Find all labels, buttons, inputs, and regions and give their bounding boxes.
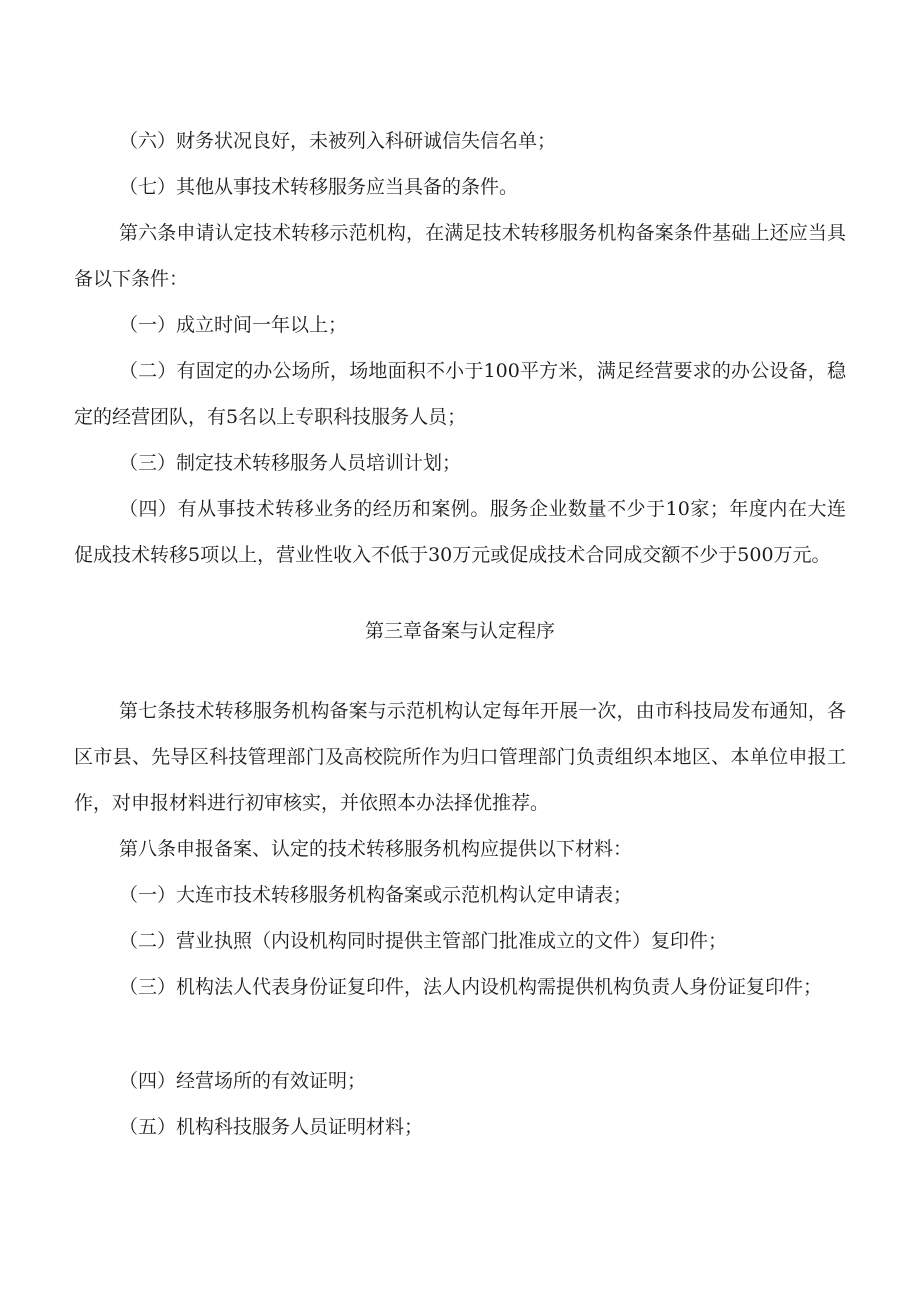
paragraph-item-7: （七）其他从事技术转移服务应当具备的条件。 [119, 176, 519, 198]
paragraph-article-6: 第六条申请认定技术转移示范机构，在满足技术转移服务机构备案条件基础上还应当具备以下条件： [74, 222, 846, 290]
paragraph-item-3: （三）制定技术转移服务人员培训计划； [119, 452, 462, 474]
paragraph-material-2: （二）营业执照（内设机构同时提供主管部门批准成立的文件）复印件； [119, 930, 728, 952]
chapter-heading: 第三章备案与认定程序 [364, 620, 555, 642]
paragraph-article-7: 第七条技术转移服务机构备案与示范机构认定每年开展一次，由市科技局发布通知，各区市县、先导区科技管理部门及高校院所作为归口管理部门负责组织本地区、本单位申报工作，对申报材料进行初审核实，并依照本办法择优推荐。 [74, 700, 846, 814]
paragraph-item-1: （一）成立时间一年以上； [119, 314, 348, 336]
paragraph-material-5: （五）机构科技服务人员证明材料； [119, 1116, 424, 1138]
paragraph-material-1: （一）大连市技术转移服务机构备案或示范机构认定申请表； [119, 884, 633, 906]
paragraph-article-8: 第八条申报备案、认定的技术转移服务机构应提供以下材料： [119, 838, 633, 860]
paragraph-item-6: （六）财务状况良好，未被列入科研诚信失信名单； [119, 130, 557, 152]
paragraph-item-2: （二）有固定的办公场所，场地面积不小于100平方米，满足经营要求的办公设备，稳定的经营团队，有5名以上专职科技服务人员； [74, 360, 846, 428]
paragraph-material-4: （四）经营场所的有效证明； [119, 1070, 367, 1092]
paragraph-item-4: （四）有从事技术转移业务的经历和案例。服务企业数量不少于10家；年度内在大连促成技术转移5项以上，营业性收入不低于30万元或促成技术合同成交额不少于500万元。 [74, 498, 846, 566]
paragraph-material-3: （三）机构法人代表身份证复印件，法人内设机构需提供机构负责人身份证复印件； [119, 976, 823, 998]
